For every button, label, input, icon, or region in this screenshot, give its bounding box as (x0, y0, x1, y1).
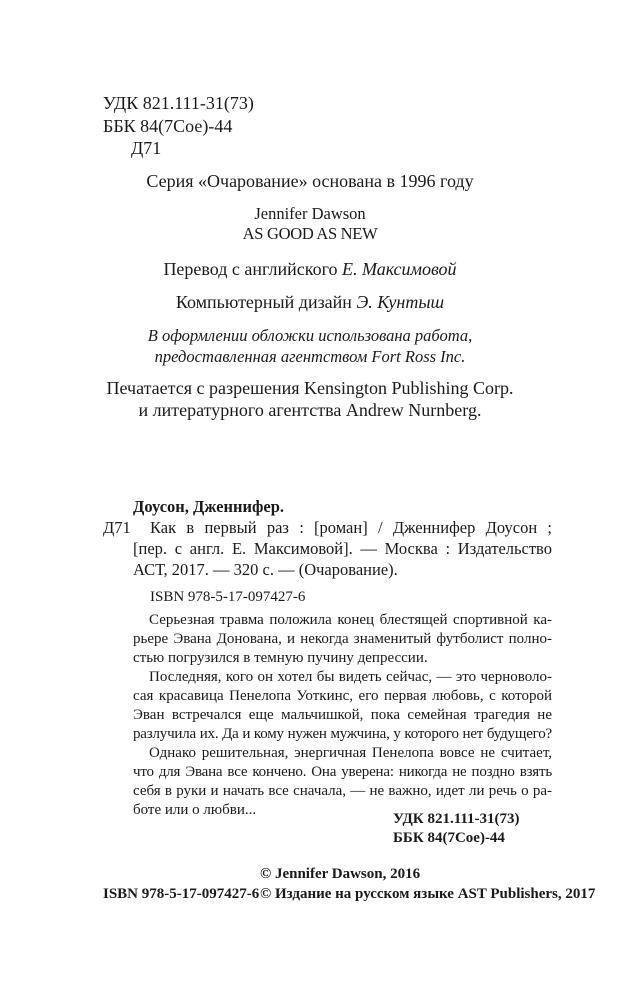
annotation-line: Серьезная травма положила конец блестящей спортивной ка- (149, 612, 552, 628)
copyright-author: © Jennifer Dawson, 2016 (260, 866, 421, 882)
original-title: AS GOOD AS NEW (242, 224, 378, 243)
catalog-line3: АСТ, 2017. — 320 с. — (Очарование). (133, 560, 398, 579)
cover-note-line1: В оформлении обложки использована работа, (147, 326, 473, 345)
catalog-author-heading: Доусон, Дженнифер. (133, 497, 285, 516)
translation-label: Перевод с английского (163, 259, 338, 279)
catalog-line1: Как в первый раз : [роман] / Дженнифер Доусон ; (150, 518, 552, 537)
annotation-paragraph-1 (133, 611, 552, 668)
annotation-line: Эван встречался еще мальчишкой, пока семейная трагедия не (133, 707, 552, 723)
cover-note-line2: предоставленная агентством Fort Ross Inc. (154, 347, 466, 366)
bbk-code-bottom: ББК 84(7Сое)-44 (393, 830, 505, 846)
annotation-paragraph-3 (133, 744, 552, 820)
udk-code-bottom: УДК 821.111-31(73) (393, 811, 520, 827)
annotation-line: Однако решительная, энергичная Пенелопа вовсе не считает, (149, 745, 552, 761)
permission-line2: и литературного агентства Andrew Nurnberg. (138, 400, 482, 420)
annotation-line: рьере Эвана Донована, и некогда знаменитый футболист полно- (133, 631, 552, 647)
annotation-line: стью погрузился в темную пучину депрессии. (133, 650, 428, 666)
design-credit (0, 292, 620, 313)
copyright-isbn: ISBN 978-5-17-097427-6 (103, 886, 260, 902)
designer-name: Э. Кунтыш (356, 292, 445, 312)
catalog-mark: Д71 (103, 518, 131, 537)
annotation-paragraph-2 (133, 668, 552, 744)
catalog-isbn: ISBN 978-5-17-097427-6 (150, 589, 306, 605)
translation-credit (0, 259, 620, 280)
author-mark: Д71 (131, 138, 162, 158)
original-author: Jennifer Dawson (254, 204, 366, 223)
annotation-line: что для Эвана все кончено. Она уверена: никогда не поздно взять (133, 764, 552, 780)
translator-name: Е. Максимовой (342, 259, 457, 279)
series-line: Серия «Очарование» основана в 1996 году (146, 171, 474, 191)
annotation-line: Последняя, кого он хотел бы видеть сейчас, — это черноволо- (149, 669, 552, 685)
bbk-code: ББК 84(7Сое)-44 (103, 116, 233, 136)
annotation-line: боте или о любви... (133, 802, 257, 818)
copyright-publisher: © Издание на русском языке AST Publishers, 2017 (260, 886, 596, 902)
annotation-line: разлучила их. Да и кому нужен мужчина, у которого нет будущего? (133, 726, 552, 742)
annotation-line: себя в руки и начать все сначала, — не важно, идет ли речь о ра- (133, 783, 552, 799)
catalog-line2: [пер. с англ. Е. Максимовой]. — Москва : Издательство (133, 539, 552, 558)
annotation-line: сая красавица Пенелопа Уоткинс, его первая любовь, с которой (133, 688, 552, 704)
design-label: Компьютерный дизайн (175, 292, 352, 312)
permission-line1: Печатается с разрешения Kensington Publishing Corp. (106, 378, 514, 398)
udk-code: УДК 821.111-31(73) (103, 93, 254, 113)
